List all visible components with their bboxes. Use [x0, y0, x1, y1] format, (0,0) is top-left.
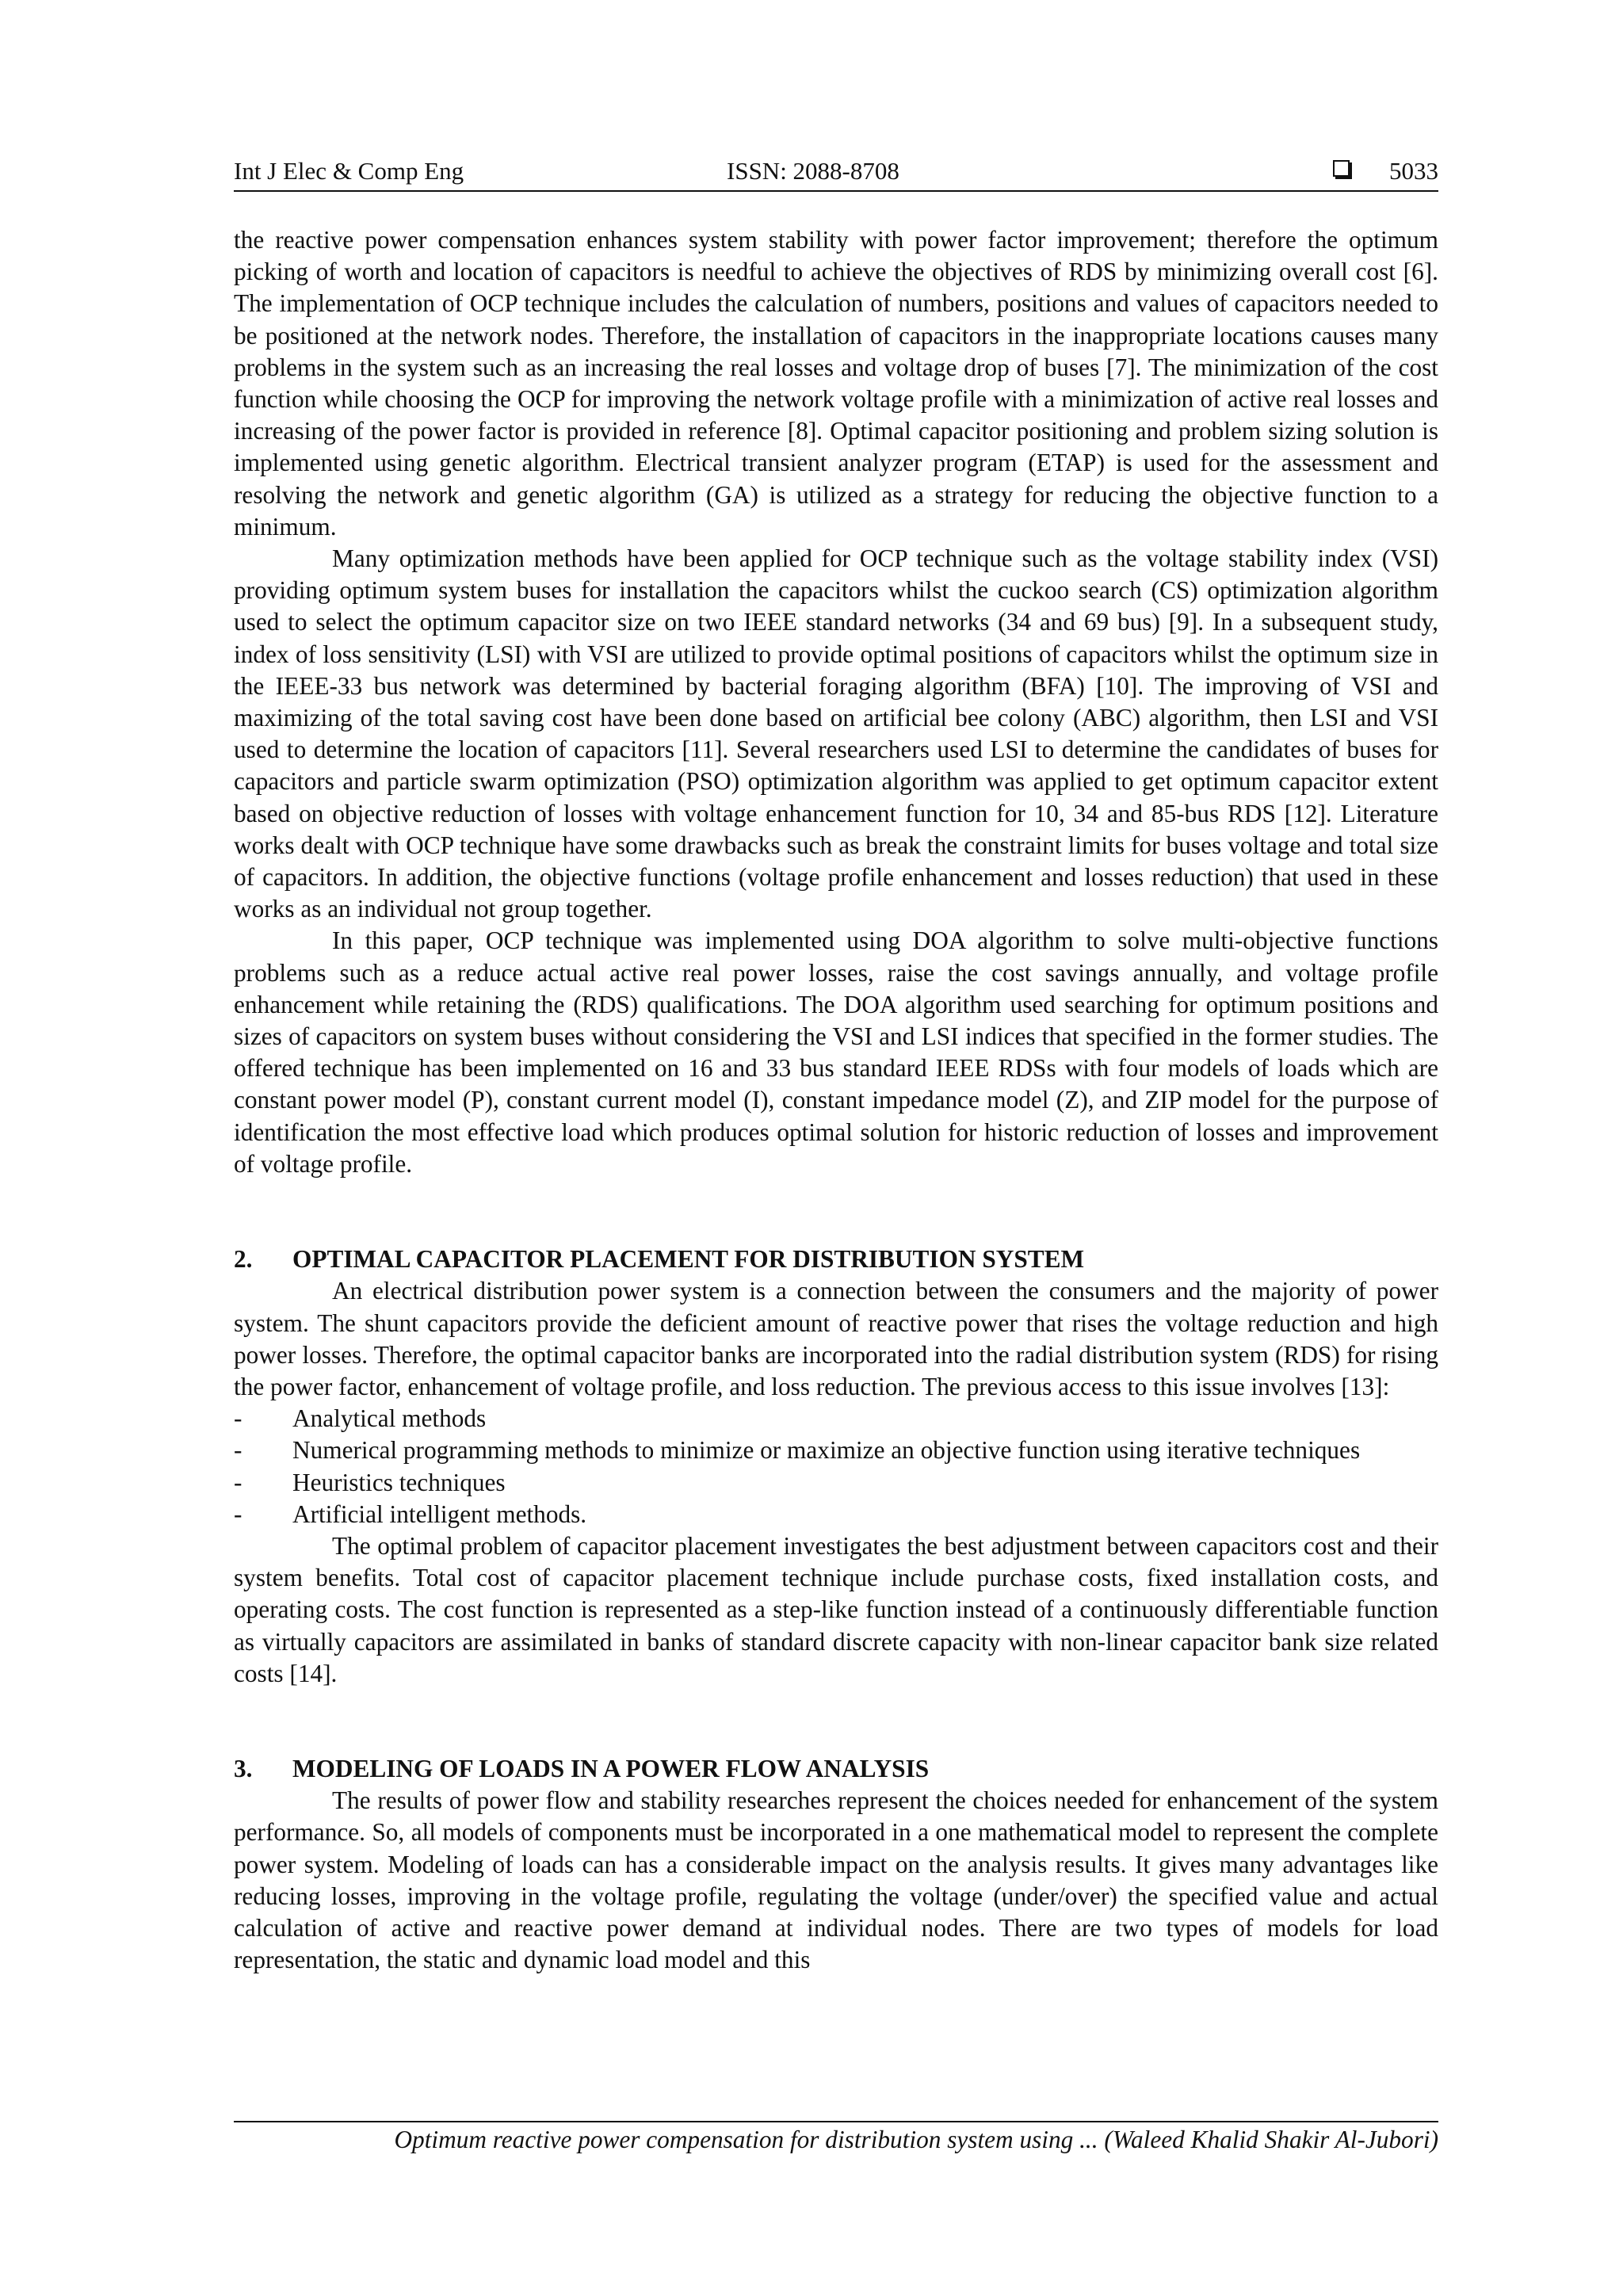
section-title: OPTIMAL CAPACITOR PLACEMENT FOR DISTRIBUTION SYSTEM [292, 1245, 1085, 1274]
list-item [234, 1467, 1438, 1499]
dash-bullet: - [234, 1468, 242, 1496]
running-footer: Optimum reactive power compensation for distribution system using ... (Waleed Khalid Shakir Al-Jubori) [394, 2126, 1438, 2153]
list-item [234, 1499, 1438, 1530]
paragraph: the reactive power compensation enhances system stability with power factor improvement; therefore the optimum picking of worth and location of capacitors is needful to achieve the objectives of RDS by minimizing overall cost [6]. The implementation of OCP technique includes the calculation of numbers, positions and values of capacitors needed to be positioned at the network nodes. Therefore, the installation of capacitors in the inappropriate locations causes many problems in the system such as an increasing the real losses and voltage drop of buses [7]. The minimization of the cost function while choosing the OCP for improving the network voltage profile with a minimization of active real losses and increasing of the power factor is provided in reference [8]. Optimal capacitor positioning and problem sizing solution is implemented using genetic algorithm. Electrical transient analyzer program (ETAP) is used for the assessment and resolving the network and genetic algorithm (GA) is utilized as a strategy for reducing the objective function to a minimum. [234, 226, 1438, 541]
list-item-text: Artificial intelligent methods. [292, 1499, 587, 1528]
square-bullet-icon [1333, 160, 1350, 177]
journal-name: Int J Elec & Comp Eng [234, 157, 464, 185]
dash-bullet: - [234, 1436, 242, 1465]
paragraph: Many optimization methods have been applied for OCP technique such as the voltage stability index (VSI) providing optimum system buses for installation the capacitors whilst the cuckoo search (CS) optimization algorithm used to select the optimum capacitor size on two IEEE standard networks (34 and 69 bus) [9]. In a subsequent study, index of loss sensitivity (LSI) with VSI are utilized to provide optimal positions of capacitors whilst the optimum size in the IEEE-33 bus network was determined by bacterial foraging algorithm (BFA) [10]. The improving of VSI and maximizing of the total saving cost have been done based on artificial bee colony (ABC) algorithm, then LSI and VSI used to determine the location of capacitors [11]. Several researchers used LSI to determine the candidates of buses for capacitors and particle swarm optimization (PSO) optimization algorithm was applied to get optimum capacitor extent based on objective reduction of losses with voltage enhancement function for 10, 34 and 85-bus RDS [12]. Literature works dealt with OCP technique have some drawbacks such as break the constraint limits for buses voltage and total size of capacitors. In addition, the objective functions (voltage profile enhancement and losses reduction) that used in these works as an individual not group together. [234, 544, 1438, 923]
list-item [234, 1403, 1438, 1435]
issn: ISSN: 2088-8708 [727, 157, 899, 185]
section-title: MODELING OF LOADS IN A POWER FLOW ANALYSIS [292, 1754, 930, 1782]
paragraph: In this paper, OCP technique was implemented using DOA algorithm to solve multi-objective functions problems such as a reduce actual active real power losses, raise the cost savings annually, and voltage profile enhancement while retaining the (RDS) qualifications. The DOA algorithm used searching for optimum positions and sizes of capacitors on system buses without considering the VSI and LSI indices that specified in the former studies. The offered technique has been implemented on 16 and 33 bus standard IEEE RDSs with four models of loads which are constant power model (P), constant current model (I), constant impedance model (Z), and ZIP model for the purpose of identification the most effective load which produces optimal solution for historic reduction of losses and improvement of voltage profile. [234, 926, 1438, 1178]
page-number: 5033 [1389, 157, 1438, 185]
body-text [234, 224, 1438, 1976]
section-heading [234, 1753, 1438, 1785]
dash-bullet: - [234, 1499, 242, 1528]
list-item-text: Heuristics techniques [292, 1468, 506, 1496]
list-item [234, 1435, 1438, 1466]
list-item-text: Numerical programming methods to minimize or maximize an objective function using iterative techniques [292, 1436, 1361, 1465]
section-heading [234, 1244, 1438, 1275]
running-header [234, 155, 1438, 190]
paragraph: The results of power flow and stability researches represent the choices needed for enhancement of the system performance. So, all models of components must be incorporated in a one mathematical model to represent the complete power system. Modeling of loads can has a considerable impact on the analysis results. It gives many advantages like reducing losses, improving in the voltage profile, regulating the voltage (under/over) the specified value and actual calculation of active and reactive power demand at individual nodes. There are two types of models for load representation, the static and dynamic load model and this [234, 1786, 1438, 1974]
paragraph: The optimal problem of capacitor placement investigates the best adjustment between capacitors cost and their system benefits. Total cost of capacitor placement technique include purchase costs, fixed installation costs, and operating costs. The cost function is represented as a step-like function instead of a continuously differentiable function as virtually capacitors are assimilated in banks of standard discrete capacity with non-linear capacitor bank size related costs [14]. [234, 1531, 1438, 1687]
footer-rule [234, 2121, 1438, 2122]
paragraph: An electrical distribution power system is a connection between the consumers and the majority of power system. The shunt capacitors provide the deficient amount of reactive power that rises the voltage reduction and high power losses. Therefore, the optimal capacitor banks are incorporated into the radial distribution system (RDS) for rising the power factor, enhancement of voltage profile, and loss reduction. The previous access to this issue involves [13]: [234, 1277, 1438, 1400]
section-number: 2. [234, 1245, 253, 1274]
page-number-group [1333, 155, 1438, 187]
section-number: 3. [234, 1754, 253, 1782]
bullet-list [234, 1403, 1438, 1530]
list-item-text: Analytical methods [292, 1404, 487, 1433]
header-rule [234, 190, 1438, 192]
dash-bullet: - [234, 1404, 242, 1433]
